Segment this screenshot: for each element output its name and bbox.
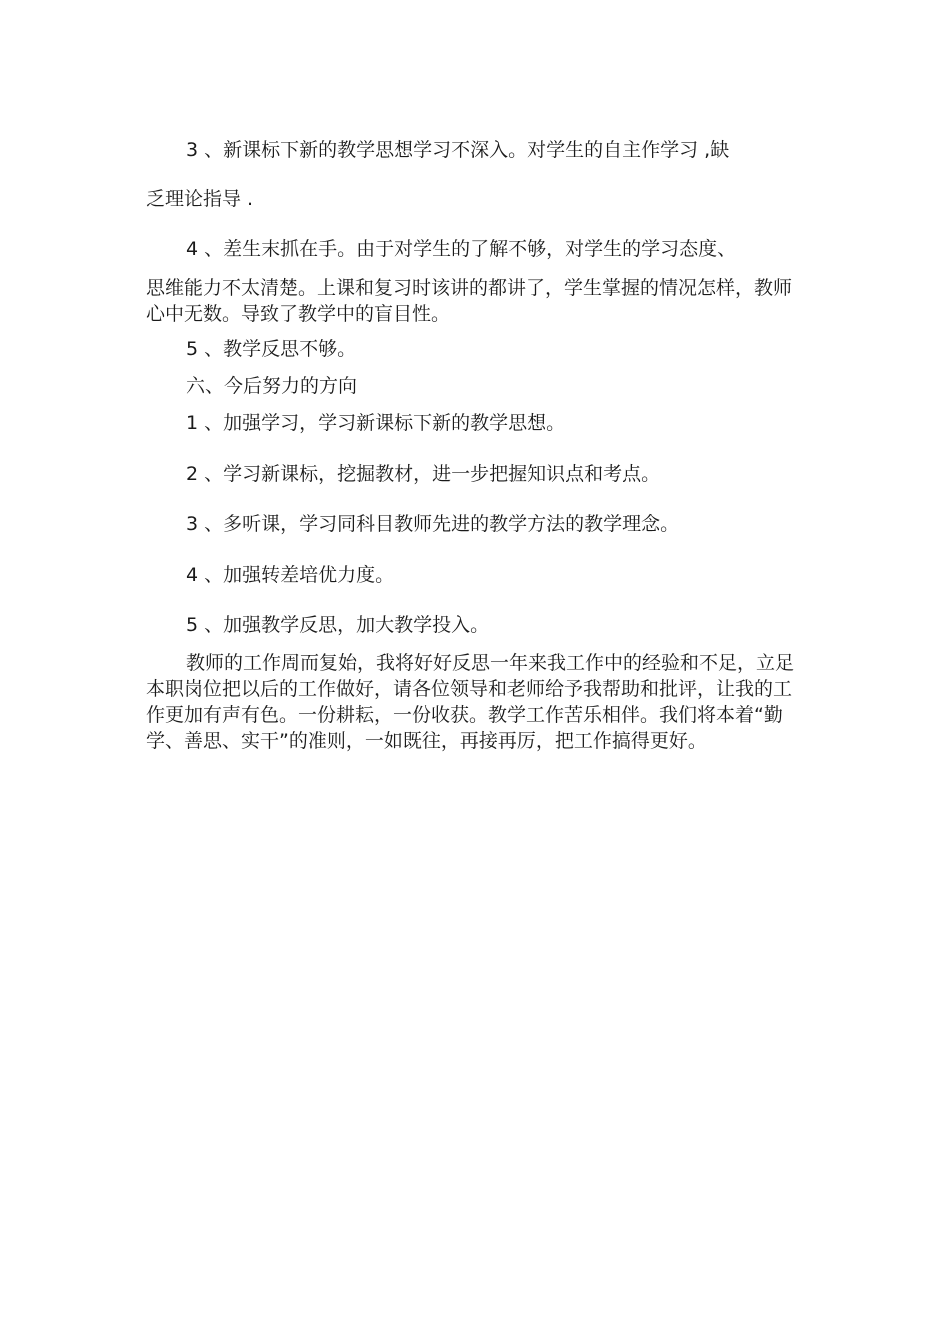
closing-paragraph: 教师的工作周而复始，我将好好反思一年来我工作中的经验和不足，立足本职岗位把以后的工作做好，请各位领导和老师给予我帮助和批评，让我的工作更加有声有色。一份耕耘，一份收获。教学工作苦乐相伴。我们将本着“勤学、善思、实干”的准则，一如既往，再接再厉，把工作搞得更好。 <box>146 652 795 752</box>
list-item-1: 1 、加强学习，学习新课标下新的教学思想。 <box>186 412 566 434</box>
paragraph-item-3-line1: 3 、新课标下新的教学思想学习不深入。对学生的自主作学习 ,缺 <box>186 139 730 161</box>
paragraph-item-4-line1: 4 、差生末抓在手。由于对学生的了解不够，对学生的学习态度、 <box>186 238 737 260</box>
list-item-3: 3 、多听课，学习同科目教师先进的教学方法的教学理念。 <box>186 513 680 535</box>
list-item-4: 4 、加强转差培优力度。 <box>186 564 395 586</box>
paragraph-item-5: 5 、教学反思不够。 <box>186 338 357 360</box>
section-heading-future-direction: 六、今后努力的方向 <box>186 375 358 397</box>
paragraph-item-3-line2: 乏理论指导 . <box>146 188 254 210</box>
list-item-2: 2 、学习新课标，挖掘教材，进一步把握知识点和考点。 <box>186 463 661 485</box>
list-item-5: 5 、加强教学反思，加大教学投入。 <box>186 614 490 636</box>
paragraph-item-4-body: 思维能力不太清楚。上课和复习时该讲的都讲了，学生掌握的情况怎样，教师心中无数。导致了教学中的盲目性。 <box>146 277 793 325</box>
